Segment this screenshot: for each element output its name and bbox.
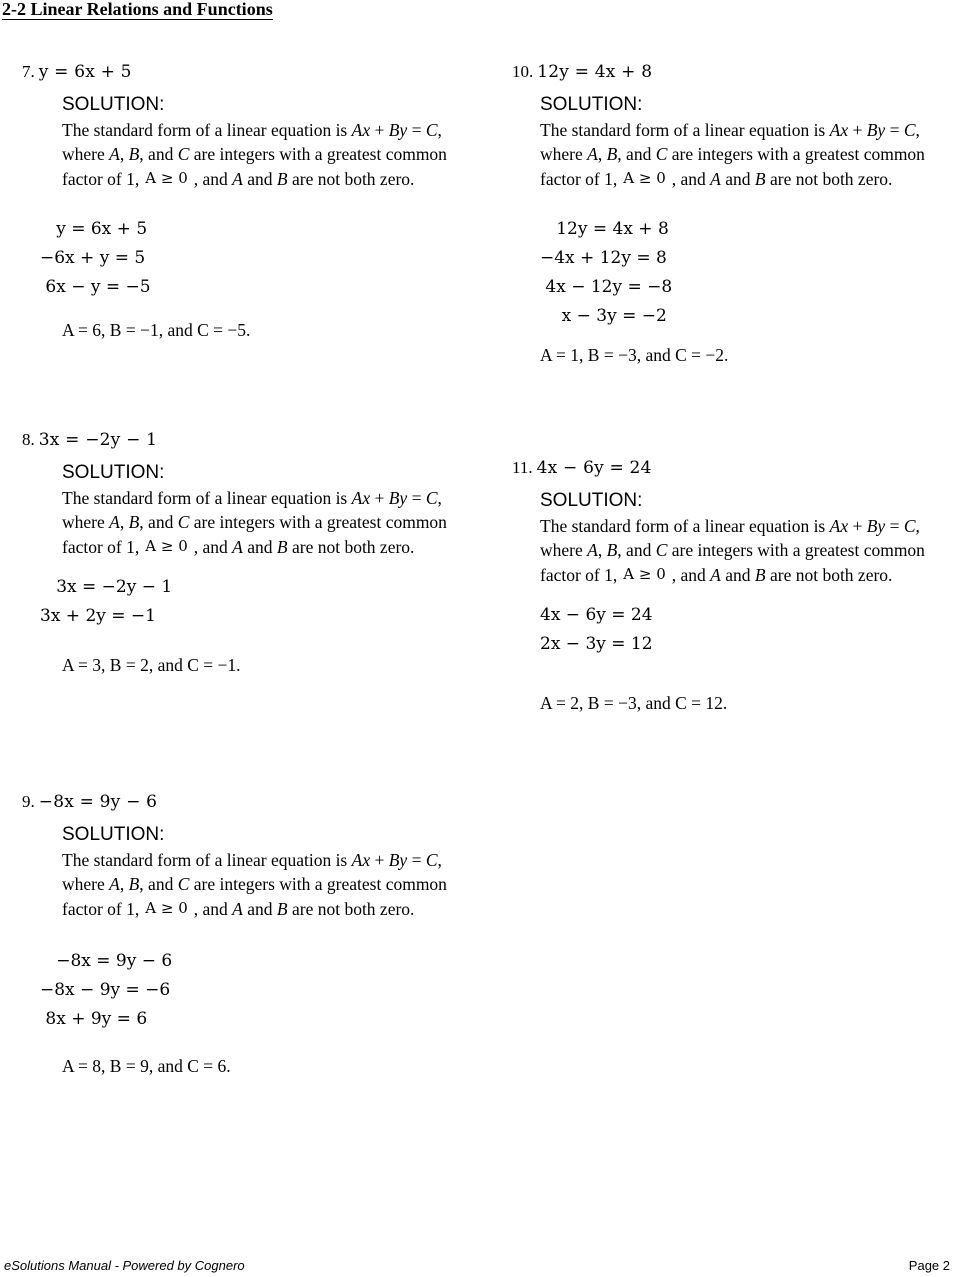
problem-number: 7. <box>22 62 35 81</box>
solution-work <box>540 601 942 659</box>
solution-explanation: The standard form of a linear equation is Ax + By = C, where A, B, and C are integers with a greatest common factor of 1, A ≥ 0 , and A and B are not both zero. <box>62 850 447 919</box>
condition-formula: A ≥ 0 <box>145 537 188 555</box>
work-line: −4x + 12y = 8 <box>540 248 667 268</box>
page-number: Page 2 <box>908 1258 950 1273</box>
problem-9 <box>22 792 452 1077</box>
condition-formula: A ≥ 0 <box>145 899 188 917</box>
problem-10 <box>512 62 942 366</box>
work-line: 3x + 2y = −1 <box>40 606 156 626</box>
solution-work <box>40 947 452 1034</box>
solution-answer: A = 2, B = −3, and C = 12. <box>540 693 728 713</box>
work-line: −8x − 9y = −6 <box>40 980 171 1000</box>
work-line: −8x = 9y − 6 <box>40 951 173 971</box>
problem-equation: −8x = 9y − 6 <box>38 792 158 812</box>
solution-label: SOLUTION: <box>62 824 165 845</box>
problem-number: 9. <box>22 792 35 811</box>
problem-equation: y = 6x + 5 <box>38 62 132 82</box>
problem-equation: 3x = −2y − 1 <box>38 430 158 450</box>
work-line: 2x − 3y = 12 <box>540 634 653 654</box>
problem-7 <box>22 62 452 341</box>
solution-answer: A = 8, B = 9, and C = 6. <box>62 1056 231 1076</box>
footer-credit: eSolutions Manual - Powered by Cognero <box>4 1258 245 1273</box>
problem-equation: 12y = 4x + 8 <box>537 62 653 82</box>
solution-label: SOLUTION: <box>62 94 165 115</box>
solution-explanation: The standard form of a linear equation is Ax + By = C, where A, B, and C are integers with a greatest common factor of 1, A ≥ 0 , and A and B are not both zero. <box>540 516 925 585</box>
work-line: −6x + y = 5 <box>40 248 146 268</box>
condition-formula: A ≥ 0 <box>145 169 188 187</box>
solution-label: SOLUTION: <box>62 462 165 483</box>
solution-explanation: The standard form of a linear equation is Ax + By = C, where A, B, and C are integers with a greatest common factor of 1, A ≥ 0 , and A and B are not both zero. <box>62 120 447 189</box>
problem-number: 10. <box>512 62 534 81</box>
solution-explanation: The standard form of a linear equation is Ax + By = C, where A, B, and C are integers with a greatest common factor of 1, A ≥ 0 , and A and B are not both zero. <box>540 120 925 189</box>
problem-number: 11. <box>512 458 533 477</box>
solution-work <box>40 215 452 302</box>
condition-formula: A ≥ 0 <box>623 565 666 583</box>
problem-8 <box>22 430 452 676</box>
problem-equation: 4x − 6y = 24 <box>536 458 652 478</box>
work-line: 3x = −2y − 1 <box>40 577 173 597</box>
work-line: y = 6x + 5 <box>40 219 148 239</box>
solution-label: SOLUTION: <box>540 94 643 115</box>
solution-explanation: The standard form of a linear equation is Ax + By = C, where A, B, and C are integers with a greatest common factor of 1, A ≥ 0 , and A and B are not both zero. <box>62 488 447 557</box>
problem-number: 8. <box>22 430 35 449</box>
solution-label: SOLUTION: <box>540 490 643 511</box>
solution-work <box>40 573 452 631</box>
solution-answer: A = 1, B = −3, and C = −2. <box>540 345 729 365</box>
work-line: 4x − 12y = −8 <box>540 277 673 297</box>
page-title: 2-2 Linear Relations and Functions <box>2 0 273 19</box>
work-line: 12y = 4x + 8 <box>540 219 669 239</box>
work-line: 6x − y = −5 <box>40 277 151 297</box>
work-line: 4x − 6y = 24 <box>540 605 653 625</box>
work-line: x − 3y = −2 <box>540 306 667 326</box>
condition-formula: A ≥ 0 <box>623 169 666 187</box>
solution-answer: A = 3, B = 2, and C = −1. <box>62 655 241 675</box>
work-line: 8x + 9y = 6 <box>40 1009 148 1029</box>
solution-work <box>540 215 942 331</box>
problem-11 <box>512 458 942 714</box>
solution-answer: A = 6, B = −1, and C = −5. <box>62 320 251 340</box>
